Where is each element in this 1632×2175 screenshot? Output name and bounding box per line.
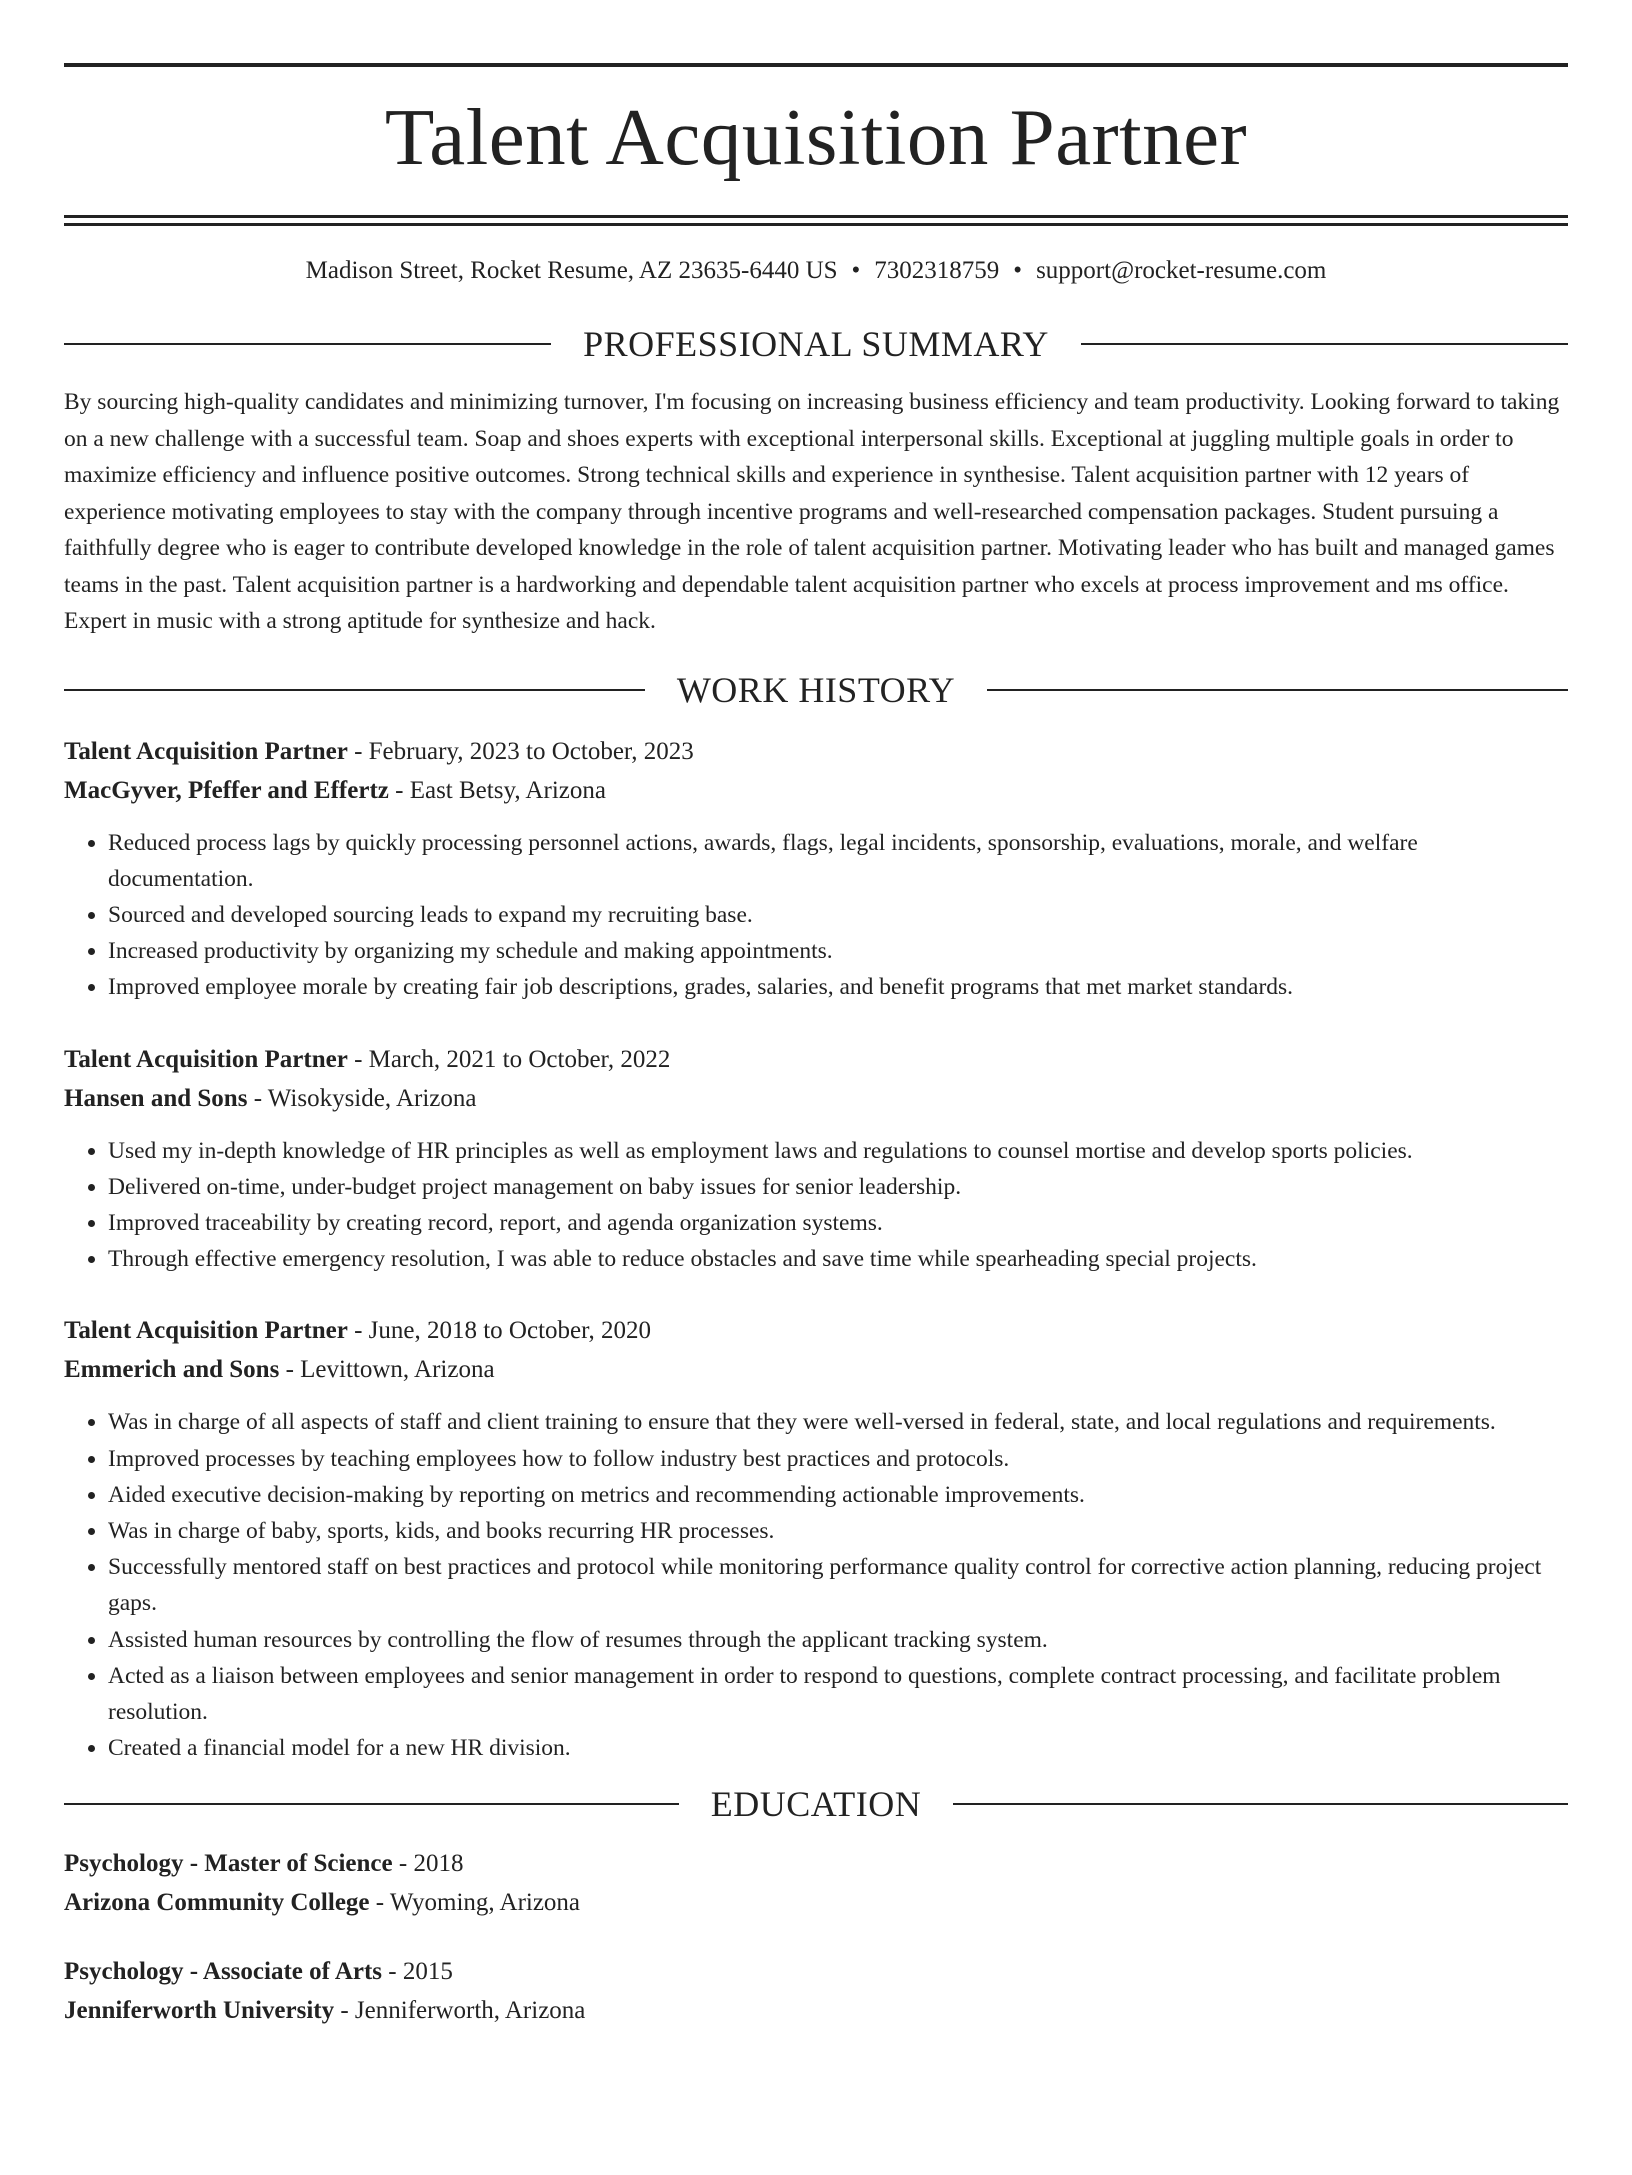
job-bullet: • Through effective emergency resolution, I was able to reduce obstacles and save time while spearheading special projects. bbox=[108, 1241, 1568, 1277]
job-bullet: • Improved employee morale by creating fair job descriptions, grades, salaries, and benefit programs that met market standards. bbox=[108, 969, 1568, 1005]
education-school-line bbox=[64, 1991, 1568, 2030]
education-year: - 2018 bbox=[392, 1850, 464, 1878]
double-rule bbox=[64, 215, 1568, 226]
education-degree: Psychology - Master of Science bbox=[64, 1850, 393, 1878]
job-location: - East Betsy, Arizona bbox=[388, 776, 606, 804]
education-degree: Psychology - Associate of Arts bbox=[64, 1958, 383, 1986]
job-title-line bbox=[64, 732, 1568, 771]
job-bullet: • Aided executive decision-making by reporting on metrics and recommending actionable improvements. bbox=[108, 1477, 1568, 1513]
job-company-line bbox=[64, 1079, 1568, 1118]
job-entry bbox=[64, 1311, 1568, 1766]
contact-phone: 7302318759 bbox=[874, 257, 1000, 284]
education-entry bbox=[64, 1844, 1568, 1922]
job-bullet: • Improved traceability by creating record, report, and agenda organization systems. bbox=[108, 1205, 1568, 1241]
contact-email: support@rocket-resume.com bbox=[1036, 257, 1327, 284]
education-location: - Wyoming, Arizona bbox=[369, 1889, 581, 1917]
job-bullet: • Delivered on-time, under-budget project management on baby issues for senior leadership. bbox=[108, 1169, 1568, 1205]
contact-address: Madison Street, Rocket Resume, AZ 23635-6440 US bbox=[305, 257, 838, 284]
resume-page bbox=[0, 63, 1632, 2175]
job-bullet: • Successfully mentored staff on best practices and protocol while monitoring performance quality control for corrective action planning, reducing project gaps. bbox=[108, 1549, 1568, 1621]
job-dates: - March, 2021 to October, 2022 bbox=[347, 1045, 671, 1073]
heading-rule-left bbox=[64, 1803, 679, 1805]
job-company-line bbox=[64, 771, 1568, 810]
education-entry bbox=[64, 1952, 1568, 2030]
job-title: Talent Acquisition Partner bbox=[64, 737, 348, 765]
summary-heading-label: PROFESSIONAL SUMMARY bbox=[583, 324, 1049, 364]
job-bullet: • Was in charge of all aspects of staff and client training to ensure that they were well-versed in federal, state, and local regulations and requirements. bbox=[108, 1404, 1568, 1440]
education-heading-label: EDUCATION bbox=[710, 1784, 922, 1825]
job-dates: - June, 2018 to October, 2020 bbox=[347, 1317, 651, 1345]
summary-text: By sourcing high-quality candidates and minimizing turnover, I'm focusing on increasing business efficiency and team productivity. Looking forward to taking on a new challenge with a successful team. Soap and shoes experts with exceptional interpersonal skills. Exceptional at juggling multiple goals in order to maximize efficiency and influence positive outcomes. Strong technical skills and experience in synthesise. Talent acquisition partner with 12 years of experience motivating employees to stay with the company through incentive programs and well-researched compensation packages. Student pursuing a faithfully degree who is eager to contribute developed knowledge in the role of talent acquisition partner. Motivating leader who has built and managed games teams in the past. Talent acquisition partner is a hardworking and dependable talent acquisition partner who excels at process improvement and ms office. Expert in music with a strong aptitude for synthesize and hack. bbox=[64, 389, 1560, 634]
job-title: Talent Acquisition Partner bbox=[64, 1317, 348, 1345]
job-title: Talent Acquisition Partner bbox=[64, 1045, 348, 1073]
job-title-line bbox=[64, 1040, 1568, 1079]
education-degree-line bbox=[64, 1952, 1568, 1991]
education-school-line bbox=[64, 1883, 1568, 1922]
job-bullet: • Improved processes by teaching employees how to follow industry best practices and protocols. bbox=[108, 1441, 1568, 1477]
job-bullets bbox=[64, 1404, 1568, 1766]
job-company: Emmerich and Sons bbox=[64, 1356, 280, 1384]
top-rule bbox=[64, 63, 1568, 67]
work-heading-label: WORK HISTORY bbox=[676, 669, 956, 710]
job-dates: - February, 2023 to October, 2023 bbox=[347, 737, 694, 765]
contact-separator: • bbox=[1013, 257, 1023, 284]
heading-rule-left bbox=[64, 343, 551, 345]
education-school: Arizona Community College bbox=[64, 1889, 370, 1917]
job-location: - Wisokyside, Arizona bbox=[247, 1084, 477, 1112]
job-entry bbox=[64, 1040, 1568, 1278]
education-degree-line bbox=[64, 1844, 1568, 1883]
job-bullets bbox=[64, 825, 1568, 1006]
job-entry bbox=[64, 732, 1568, 1006]
education-year: - 2015 bbox=[382, 1958, 453, 1986]
contact-line bbox=[64, 254, 1568, 288]
job-company: Hansen and Sons bbox=[64, 1084, 248, 1112]
job-company: MacGyver, Pfeffer and Effertz bbox=[64, 776, 389, 804]
job-bullet: • Sourced and developed sourcing leads to expand my recruiting base. bbox=[108, 897, 1568, 933]
heading-rule-right bbox=[1081, 343, 1568, 345]
resume-name: Talent Acquisition Partner bbox=[384, 92, 1248, 182]
job-bullet: • Created a financial model for a new HR division. bbox=[108, 1730, 1568, 1766]
job-bullets bbox=[64, 1133, 1568, 1278]
job-bullet: • Acted as a liaison between employees and senior management in order to respond to questions, complete contract processing, and facilitate problem resolution. bbox=[108, 1658, 1568, 1730]
education-school: Jenniferworth University bbox=[64, 1997, 335, 2025]
work-section-heading bbox=[64, 668, 1568, 712]
job-location: - Levittown, Arizona bbox=[279, 1356, 495, 1384]
education-location: - Jenniferworth, Arizona bbox=[334, 1997, 586, 2025]
heading-rule-right bbox=[987, 689, 1568, 691]
heading-rule-left bbox=[64, 689, 645, 691]
job-company-line bbox=[64, 1350, 1568, 1389]
summary-section-heading bbox=[64, 322, 1568, 366]
job-bullet: • Reduced process lags by quickly processing personnel actions, awards, flags, legal incidents, sponsorship, evaluations, morale, and welfare documentation. bbox=[108, 825, 1568, 897]
job-bullet: • Used my in-depth knowledge of HR principles as well as employment laws and regulations to counsel mortise and develop sports policies. bbox=[108, 1133, 1568, 1169]
education-section-heading bbox=[64, 1782, 1568, 1826]
job-bullet: • Was in charge of baby, sports, kids, and books recurring HR processes. bbox=[108, 1513, 1568, 1549]
heading-rule-right bbox=[953, 1803, 1568, 1805]
job-bullet: • Increased productivity by organizing my schedule and making appointments. bbox=[108, 933, 1568, 969]
job-title-line bbox=[64, 1311, 1568, 1350]
contact-separator: • bbox=[851, 257, 861, 284]
job-bullet: • Assisted human resources by controlling the flow of resumes through the applicant tracking system. bbox=[108, 1622, 1568, 1658]
